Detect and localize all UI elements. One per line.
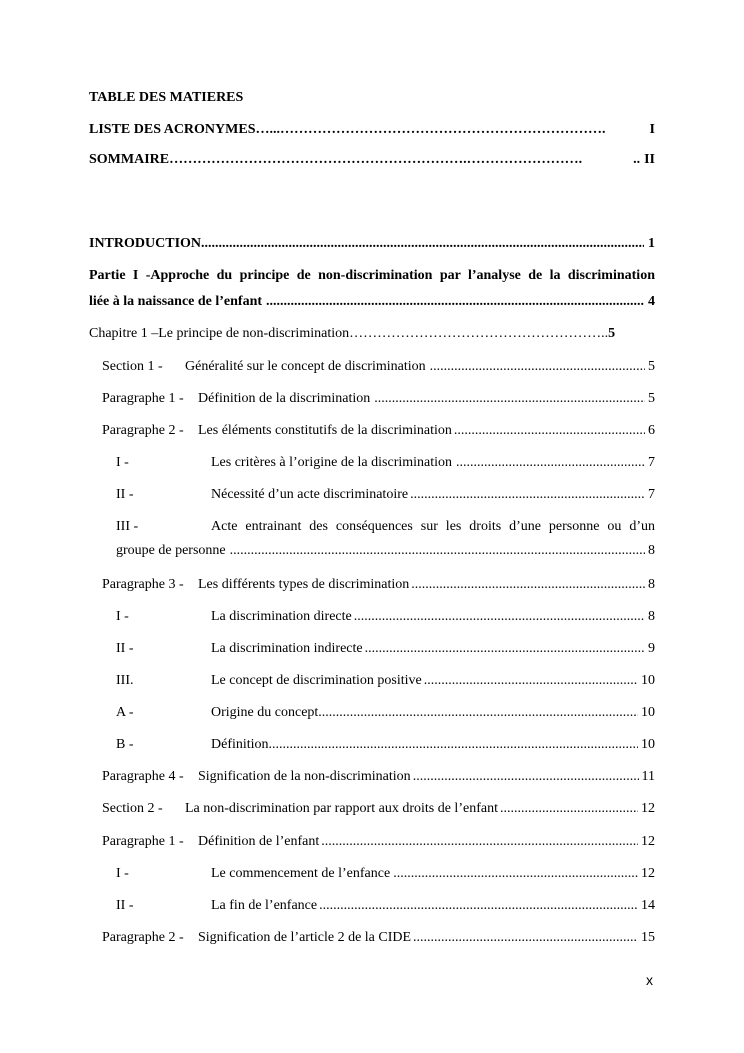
toc-label: Généralité sur le concept de discrimination (185, 359, 426, 374)
toc-page: 14 (641, 898, 655, 913)
toc-entry[interactable] (116, 485, 655, 505)
toc-entry-sommaire[interactable] (89, 150, 655, 170)
toc-label: Les différents types de discrimination (198, 577, 410, 592)
toc-entry-partie1-line1[interactable]: Partie I -Approche du principe de non-discrimination par l’analyse de la discrimination (89, 268, 655, 283)
toc-label: La discrimination directe (211, 609, 352, 624)
toc-leader (454, 421, 645, 441)
toc-page: 5 (648, 359, 655, 374)
toc-leader (413, 928, 638, 948)
toc-leader (319, 896, 638, 916)
toc-page: 6 (648, 423, 655, 438)
toc-page: 12 (641, 834, 655, 849)
toc-leader (201, 234, 644, 254)
toc-number: III. (116, 673, 134, 688)
toc-label: La non-discrimination par rapport aux droits de l’enfant (185, 801, 498, 816)
toc-entry[interactable] (102, 767, 655, 787)
toc-leader: .. (633, 152, 641, 167)
toc-leader (266, 292, 644, 312)
toc-number: B - (116, 737, 134, 752)
toc-label: SOMMAIRE……………………………………………………….……………………. (89, 152, 583, 167)
toc-leader (410, 485, 645, 505)
toc-entry[interactable] (102, 928, 655, 948)
toc-label: La discrimination indirecte (211, 641, 363, 656)
toc-page: 1 (648, 236, 655, 251)
toc-label: INTRODUCTION (89, 236, 202, 251)
toc-label: Le commencement de l’enfance (211, 866, 391, 881)
toc-page: 8 (648, 543, 655, 558)
toc-page: 12 (641, 801, 655, 816)
toc-title: TABLE DES MATIERES (89, 90, 244, 105)
toc-page: 10 (641, 737, 655, 752)
toc-page: II (644, 152, 655, 167)
toc-entry-acronymes[interactable] (89, 120, 655, 140)
toc-label: liée à la naissance de l’enfant (89, 294, 263, 309)
toc-label: Nécessité d’un acte discriminatoire (211, 487, 409, 502)
toc-entry[interactable] (102, 389, 655, 409)
toc-number: Paragraphe 3 - (102, 577, 184, 592)
toc-entry[interactable] (116, 864, 655, 884)
toc-number: A - (116, 705, 134, 720)
toc-number: II - (116, 898, 134, 913)
toc-number: I - (116, 866, 129, 881)
toc-entry-line2[interactable] (116, 541, 655, 561)
toc-entry-line1[interactable] (116, 517, 655, 537)
toc-label: Définition (211, 737, 269, 752)
toc-leader (230, 541, 645, 561)
page-number: x (646, 972, 653, 988)
toc-entry-chapitre1[interactable] (89, 324, 655, 344)
toc-label: Signification de l’article 2 de la CIDE (198, 930, 412, 945)
toc-leader: ……………………………………………………………. (280, 122, 606, 137)
toc-entry[interactable] (102, 357, 655, 377)
toc-page: 4 (648, 294, 655, 309)
toc-page: 5 (648, 391, 655, 406)
toc-label: Origine du concept. (211, 705, 322, 720)
toc-entry[interactable] (102, 421, 655, 441)
toc-entry[interactable] (116, 703, 655, 723)
toc-entry[interactable] (102, 832, 655, 852)
toc-leader (424, 671, 638, 691)
toc-leader (321, 832, 638, 852)
toc-label: La fin de l’enfance (211, 898, 318, 913)
toc-page: 9 (648, 641, 655, 656)
toc-entry[interactable] (116, 453, 655, 473)
toc-leader (500, 799, 638, 819)
toc-page: 7 (648, 487, 655, 502)
toc-number: Paragraphe 4 - (102, 769, 184, 784)
toc-entry[interactable] (116, 607, 655, 627)
toc-leader (354, 607, 645, 627)
toc-number: Paragraphe 1 - (102, 834, 184, 849)
toc-leader (374, 389, 645, 409)
toc-entry-introduction[interactable] (89, 234, 655, 254)
toc-number: Section 2 - (102, 801, 163, 816)
toc-number: III - (116, 519, 139, 534)
toc-page: 8 (648, 609, 655, 624)
toc-number: Paragraphe 2 - (102, 930, 184, 945)
toc-page: 8 (648, 577, 655, 592)
toc-entry-partie1-line2[interactable] (89, 292, 655, 312)
toc-entry[interactable] (116, 735, 655, 755)
toc-leader (365, 639, 645, 659)
toc-number: Paragraphe 2 - (102, 423, 184, 438)
toc-entry[interactable] (116, 671, 655, 691)
toc-label: Définition de l’enfant (198, 834, 320, 849)
toc-leader (269, 735, 638, 755)
toc-page: 11 (641, 769, 655, 784)
toc-page: 15 (641, 930, 655, 945)
toc-leader (430, 357, 645, 377)
toc-page: 5 (608, 326, 616, 341)
toc-page: 12 (641, 866, 655, 881)
toc-label: Acte entrainant des conséquences sur les droits d’une personne ou d’un (211, 519, 655, 534)
toc-leader (413, 767, 639, 787)
toc-number: II - (116, 487, 134, 502)
toc-leader (322, 703, 638, 723)
toc-leader (456, 453, 645, 473)
toc-label: Les éléments constitutifs de la discrimination (198, 423, 452, 438)
toc-leader (411, 575, 645, 595)
toc-label: Le concept de discrimination positive (211, 673, 422, 688)
toc-entry[interactable] (116, 639, 655, 659)
toc-number: I - (116, 455, 129, 470)
toc-entry[interactable] (116, 896, 655, 916)
toc-label: Chapitre 1 –Le principe de non-discrimination……………………………………………….. (89, 326, 609, 341)
toc-entry[interactable] (102, 799, 655, 819)
toc-page: 10 (641, 673, 655, 688)
toc-page: I (649, 122, 655, 137)
toc-number: Section 1 - (102, 359, 163, 374)
toc-number: II - (116, 641, 134, 656)
toc-number: I - (116, 609, 129, 624)
toc-label: groupe de personne (116, 543, 226, 558)
toc-page: 10 (641, 705, 655, 720)
toc-label: Les critères à l’origine de la discrimination (211, 455, 453, 470)
toc-entry[interactable] (102, 575, 655, 595)
toc-leader (393, 864, 638, 884)
toc-label: Définition de la discrimination (198, 391, 371, 406)
toc-label: Signification de la non-discrimination (198, 769, 411, 784)
toc-page: 7 (648, 455, 655, 470)
toc-label: LISTE DES ACRONYMES…... (89, 122, 280, 137)
toc-number: Paragraphe 1 - (102, 391, 184, 406)
